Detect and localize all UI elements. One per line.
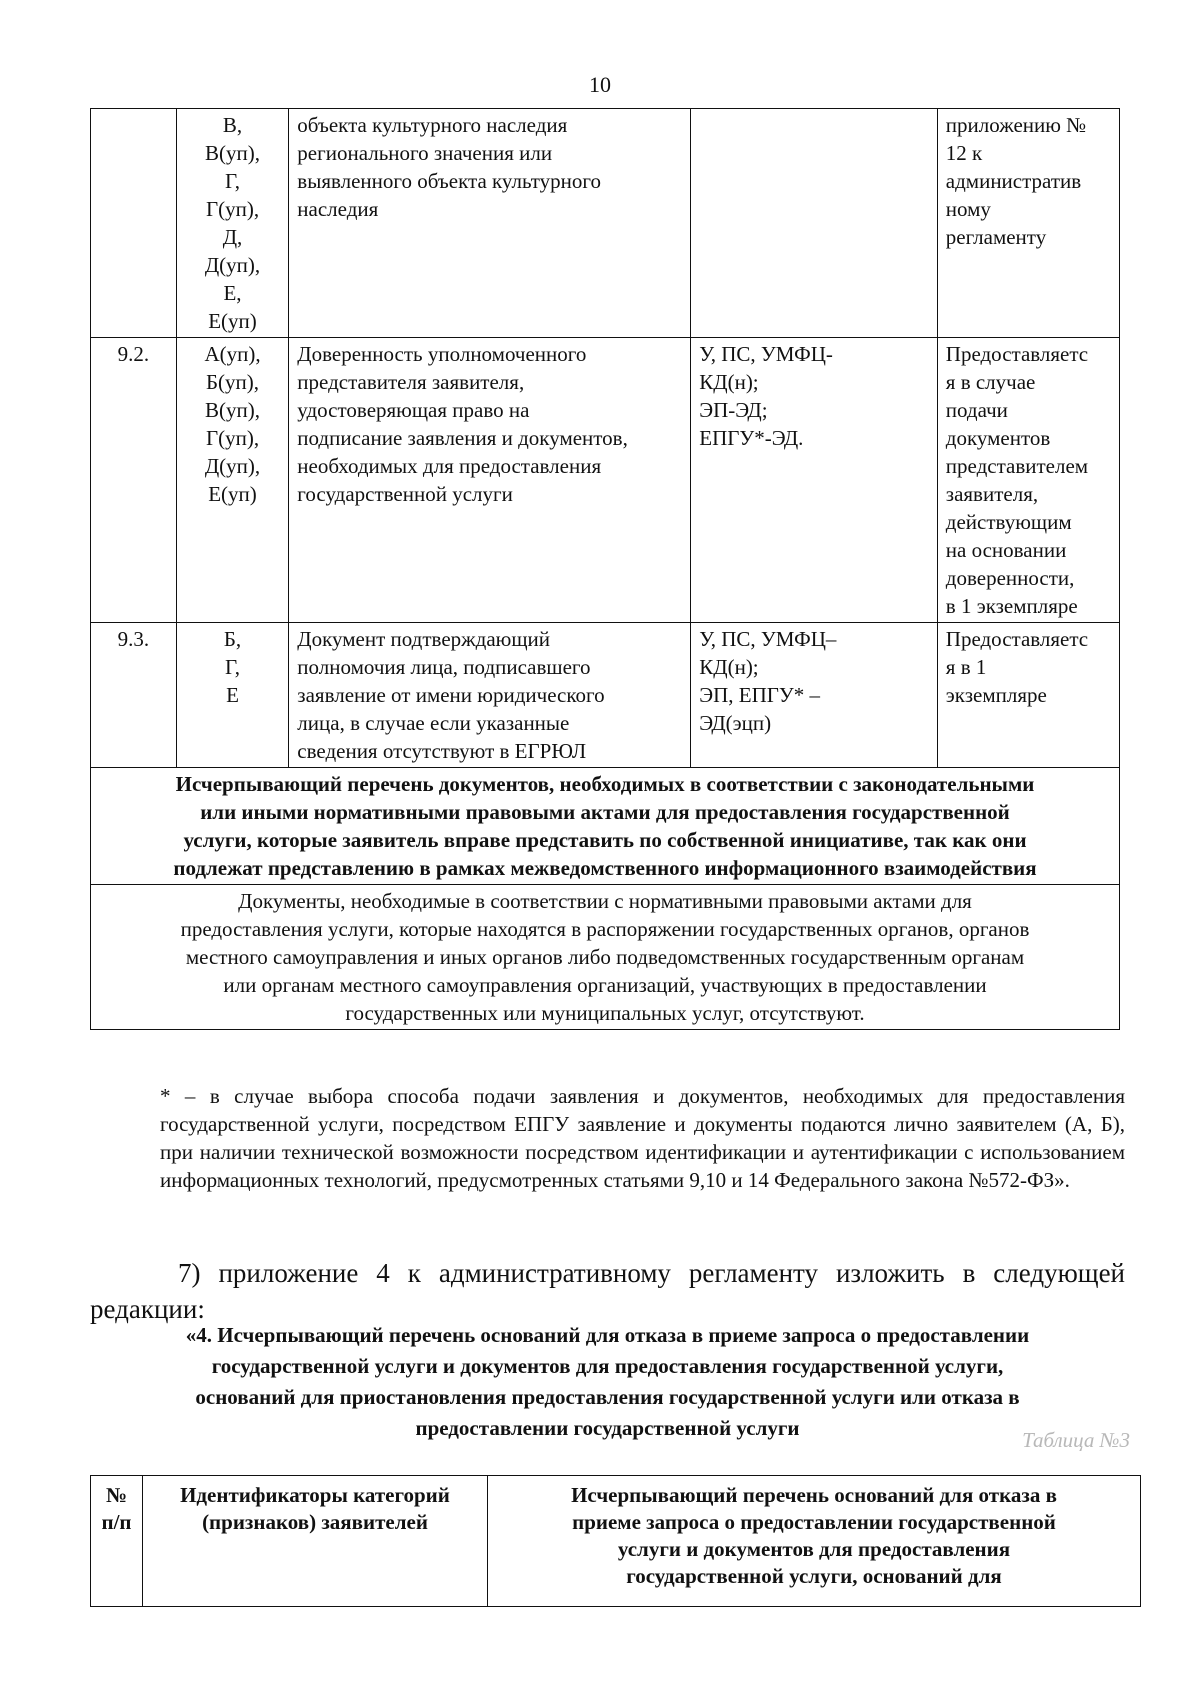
document-name-line: сведения отсутствуют в ЕГРЮЛ [297, 739, 587, 763]
table-caption: Таблица №3 [1022, 1428, 1130, 1452]
note-line: представителем [945, 454, 1089, 478]
note-line: документов [945, 426, 1051, 450]
document-name-line: подписание заявления и документов, [297, 426, 628, 450]
document-name [289, 338, 691, 623]
applicant-ids-line: Г, [225, 169, 241, 193]
applicant-ids [176, 623, 289, 768]
grounds-table [90, 1475, 1141, 1607]
note-line: экземпляре [945, 683, 1047, 707]
document-name-line: лица, в случае если указанные [297, 711, 570, 735]
row-number: 9.2. [91, 338, 177, 623]
document-name-line: регионального значения или [297, 141, 553, 165]
row-number [91, 109, 177, 338]
applicant-ids-line: А(уп), [204, 342, 261, 366]
document-name-line: выявленного объекта культурного [297, 169, 601, 193]
applicant-ids-line: Е(уп) [208, 482, 257, 506]
document-name-line: представителя заявителя, [297, 370, 525, 394]
document-name [289, 109, 691, 338]
submission-method-line: ЕПГУ*-ЭД. [699, 426, 804, 450]
document-name-line: полномочия лица, подписавшего [297, 655, 591, 679]
header-grounds: Исчерпывающий перечень оснований для отказа в приеме запроса о предоставлении государственной услуги и документов для предоставления государственной услуги, оснований для [488, 1476, 1141, 1607]
applicant-ids-line: Е [226, 683, 239, 707]
applicant-ids-line: Б(уп), [206, 370, 260, 394]
table-row [91, 109, 1120, 338]
applicant-ids-line: В, [222, 113, 243, 137]
document-name-line: заявление от имени юридического [297, 683, 605, 707]
amendment-line-2: редакции: [90, 1294, 205, 1324]
interagency-heading-row [91, 768, 1120, 885]
document-name-line: наследия [297, 197, 379, 221]
submission-method-line: ЭП-ЭД; [699, 398, 768, 422]
note [937, 623, 1119, 768]
applicant-ids [176, 109, 289, 338]
applicant-ids-line: В(уп), [205, 398, 261, 422]
note-line: я в 1 [945, 655, 987, 679]
document-name-line: удостоверяющая право на [297, 398, 530, 422]
note-line: действующим [945, 510, 1072, 534]
interagency-heading: Исчерпывающий перечень документов, необходимых в соответствии с законодательными или иными нормативными правовыми актами для предоставления государственной услуги, которые заявитель вправе представить по собственной инициативе, так как они подлежат представлению в рамках межведомственного информационного взаимодействия [91, 768, 1120, 885]
header-number: № п/п [91, 1476, 143, 1607]
applicant-ids-line: Д, [222, 225, 243, 249]
applicant-ids-line: Г, [225, 655, 241, 679]
document-name-line: объекта культурного наследия [297, 113, 568, 137]
submission-method-line: У, ПС, УМФЦ– [699, 627, 837, 651]
note-line: я в случае [945, 370, 1036, 394]
document-name-line: необходимых для предоставления [297, 454, 602, 478]
submission-method-line: ЭД(эцп) [699, 711, 772, 735]
submission-method-line: КД(н); [699, 370, 759, 394]
header-identifiers: Идентификаторы категорий (признаков) заявителей [143, 1476, 488, 1607]
note-line: приложению № [945, 113, 1087, 137]
document-name-line: Доверенность уполномоченного [297, 342, 587, 366]
applicant-ids-line: Е, [223, 281, 242, 305]
submission-method [691, 338, 938, 623]
applicant-ids-line: В(уп), [205, 141, 261, 165]
note-line: регламенту [945, 225, 1047, 249]
applicant-ids-line: Д(уп), [204, 454, 261, 478]
applicant-ids-line: Б, [223, 627, 242, 651]
table-row [91, 338, 1120, 623]
note-line: заявителя, [945, 482, 1039, 506]
submission-method-line: У, ПС, УМФЦ- [699, 342, 833, 366]
submission-method-line: КД(н); [699, 655, 759, 679]
table-row [91, 623, 1120, 768]
note-line: Предоставляетс [945, 627, 1089, 651]
applicant-ids-line: Г(уп), [205, 197, 260, 221]
amendment-line-1: 7) приложение 4 к административному регламенту изложить в следующей [178, 1258, 1125, 1288]
interagency-text: Документы, необходимые в соответствии с нормативными правовыми актами для предоставления услуги, которые находятся в распоряжении государственных органов, органов местного самоуправления и иных органов либо подведомственных государственным органам или органам местного самоуправления организаций, участвующих в предоставлении государственных или муниципальных услуг, отсутствуют. [91, 885, 1120, 1030]
note-line: 12 к [945, 141, 983, 165]
note-line: подачи [945, 398, 1008, 422]
footnote: * – в случае выбора способа подачи заявления и документов, необходимых для предоставления государственной услуги, посредством ЕПГУ заявление и документы подаются лично заявителем (А, Б), при наличии технической возможности посредством идентификации и аутентификации с использованием информационных технологий, предусмотренных статьями 9,10 и 14 Федерального закона №572-ФЗ». [160, 1084, 1125, 1192]
note-line: ному [945, 197, 991, 221]
note [937, 338, 1119, 623]
documents-table [90, 108, 1120, 1030]
note-line: доверенности, [945, 566, 1075, 590]
note-line: Предоставляетс [945, 342, 1089, 366]
submission-method [691, 623, 938, 768]
submission-method-line: ЭП, ЕПГУ* – [699, 683, 821, 707]
document-name [289, 623, 691, 768]
section-heading: «4. Исчерпывающий перечень оснований для отказа в приеме запроса о предоставлении государственной услуги и документов для предоставления государственной услуги, оснований для приостановления предоставления государственной услуги или отказа в предоставлении государственной услуги [185, 1323, 1030, 1440]
applicant-ids [176, 338, 289, 623]
document-name-line: Документ подтверждающий [297, 627, 550, 651]
grounds-table-header [91, 1476, 1141, 1607]
note-line: административ [945, 169, 1082, 193]
applicant-ids-line: Г(уп), [205, 426, 260, 450]
row-number: 9.3. [91, 623, 177, 768]
page-number: 10 [589, 72, 611, 97]
note-line: на основании [945, 538, 1067, 562]
applicant-ids-line: Е(уп) [208, 309, 257, 333]
applicant-ids-line: Д(уп), [204, 253, 261, 277]
amendment-item-7 [90, 1255, 1125, 1327]
interagency-text-row [91, 885, 1120, 1030]
submission-method [691, 109, 938, 338]
note [937, 109, 1119, 338]
note-line: в 1 экземпляре [945, 594, 1078, 618]
document-name-line: государственной услуги [297, 482, 513, 506]
